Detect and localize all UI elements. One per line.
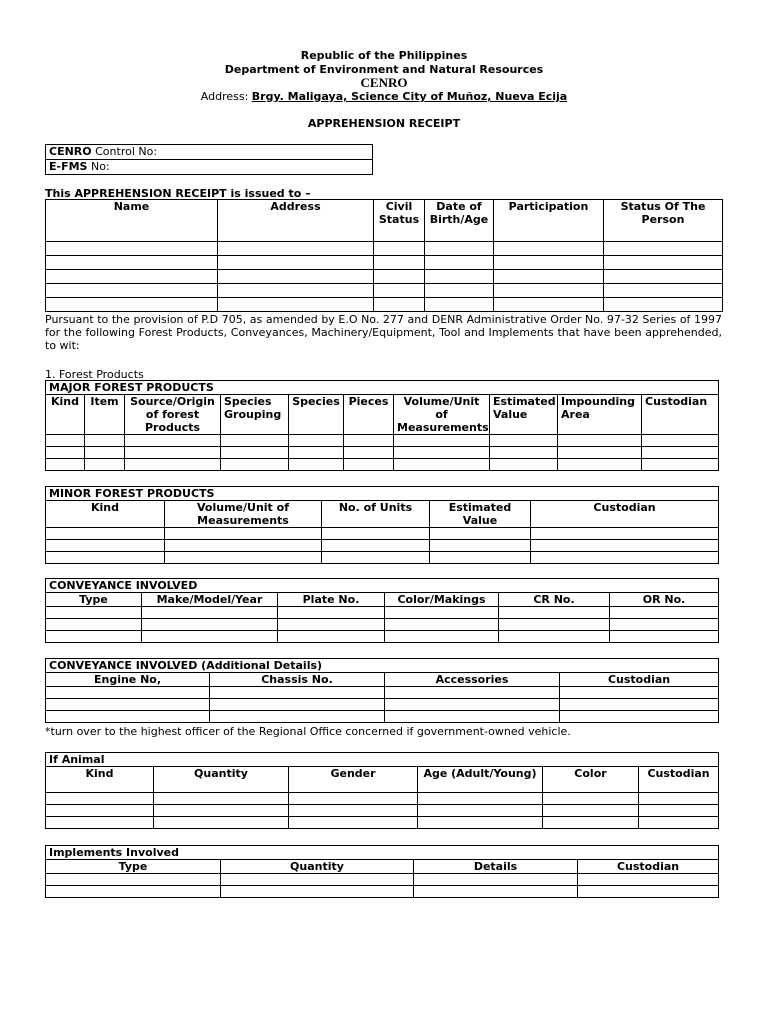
cell[interactable] bbox=[218, 256, 374, 270]
conveyance-additional-table bbox=[45, 658, 719, 723]
col-item: Item bbox=[85, 395, 125, 435]
cell[interactable] bbox=[394, 435, 490, 447]
col-estimated-value: Estimated Value bbox=[430, 501, 531, 528]
cell[interactable] bbox=[494, 270, 604, 284]
cell[interactable] bbox=[46, 552, 165, 564]
cell[interactable] bbox=[154, 805, 289, 817]
control-table bbox=[45, 144, 373, 175]
col-date-of-birth: Date of Birth/Age bbox=[425, 200, 494, 242]
table-row bbox=[46, 298, 723, 312]
table-row bbox=[46, 242, 723, 256]
cell[interactable] bbox=[289, 817, 418, 829]
cell[interactable] bbox=[374, 284, 425, 298]
col-quantity: Quantity bbox=[221, 860, 414, 874]
cell[interactable] bbox=[604, 242, 723, 256]
cell[interactable] bbox=[85, 459, 125, 471]
cell[interactable] bbox=[125, 459, 221, 471]
cell[interactable] bbox=[385, 619, 499, 631]
cell[interactable] bbox=[560, 699, 719, 711]
cell[interactable] bbox=[642, 447, 719, 459]
persons-table bbox=[45, 199, 723, 312]
cell[interactable] bbox=[46, 886, 221, 898]
cell[interactable] bbox=[210, 711, 385, 723]
implements-table bbox=[45, 845, 719, 898]
col-kind: Kind bbox=[46, 395, 85, 435]
conveyance-table bbox=[45, 578, 719, 643]
col-make-model-year: Make/Model/Year bbox=[142, 593, 278, 607]
cell[interactable] bbox=[385, 631, 499, 643]
table-row bbox=[46, 540, 719, 552]
cell[interactable] bbox=[639, 805, 719, 817]
cell[interactable] bbox=[425, 298, 494, 312]
cell[interactable] bbox=[46, 874, 221, 886]
address-label: Address: bbox=[200, 90, 252, 103]
col-name: Name bbox=[46, 200, 218, 242]
cell[interactable] bbox=[578, 874, 719, 886]
cell[interactable] bbox=[289, 447, 344, 459]
cell[interactable] bbox=[490, 435, 558, 447]
cell[interactable] bbox=[543, 805, 639, 817]
cell[interactable] bbox=[430, 540, 531, 552]
cell[interactable] bbox=[374, 270, 425, 284]
col-custodian: Custodian bbox=[531, 501, 719, 528]
cell[interactable] bbox=[221, 435, 289, 447]
table-row bbox=[46, 817, 719, 829]
cell[interactable] bbox=[531, 540, 719, 552]
cell[interactable] bbox=[494, 284, 604, 298]
conveyance-additional-title: CONVEYANCE INVOLVED (Additional Details) bbox=[46, 659, 719, 673]
col-volume-unit: Volume/Unit of Measurements bbox=[394, 395, 490, 435]
col-accessories: Accessories bbox=[385, 673, 560, 687]
cell[interactable] bbox=[494, 242, 604, 256]
col-participation: Participation bbox=[494, 200, 604, 242]
cell[interactable] bbox=[499, 607, 610, 619]
efms-field[interactable]: E-FMS No: bbox=[46, 160, 373, 175]
cell[interactable] bbox=[278, 619, 385, 631]
col-gender: Gender bbox=[289, 767, 418, 793]
col-custodian: Custodian bbox=[642, 395, 719, 435]
cell[interactable] bbox=[560, 711, 719, 723]
cell[interactable] bbox=[610, 619, 719, 631]
cell[interactable] bbox=[425, 256, 494, 270]
government-vehicle-note: *turn over to the highest officer of the Regional Office concerned if government-owned vehicle. bbox=[45, 725, 571, 738]
cell[interactable] bbox=[142, 607, 278, 619]
cell[interactable] bbox=[531, 552, 719, 564]
table-row bbox=[46, 886, 719, 898]
country-heading: Republic of the Philippines bbox=[300, 49, 468, 62]
cell[interactable] bbox=[639, 793, 719, 805]
cell[interactable] bbox=[221, 459, 289, 471]
cell[interactable] bbox=[604, 298, 723, 312]
col-custodian: Custodian bbox=[560, 673, 719, 687]
cell[interactable] bbox=[394, 447, 490, 459]
col-pieces: Pieces bbox=[344, 395, 394, 435]
cell[interactable] bbox=[610, 631, 719, 643]
cell[interactable] bbox=[322, 540, 430, 552]
table-row bbox=[46, 805, 719, 817]
table-row bbox=[46, 552, 719, 564]
cell[interactable] bbox=[165, 528, 322, 540]
cell[interactable] bbox=[425, 284, 494, 298]
cell[interactable] bbox=[531, 528, 719, 540]
cell[interactable] bbox=[414, 874, 578, 886]
cell[interactable] bbox=[385, 607, 499, 619]
cell[interactable] bbox=[418, 793, 543, 805]
cell[interactable] bbox=[543, 793, 639, 805]
cell[interactable] bbox=[322, 552, 430, 564]
cell[interactable] bbox=[322, 528, 430, 540]
major-forest-products-table bbox=[45, 380, 719, 471]
col-color: Color bbox=[543, 767, 639, 793]
cell[interactable] bbox=[394, 459, 490, 471]
implements-title: Implements Involved bbox=[46, 846, 719, 860]
table-row bbox=[46, 687, 719, 699]
cell[interactable] bbox=[494, 256, 604, 270]
col-or-no: OR No. bbox=[610, 593, 719, 607]
cell[interactable] bbox=[154, 817, 289, 829]
table-row bbox=[46, 459, 719, 471]
cell[interactable] bbox=[221, 874, 414, 886]
animal-table bbox=[45, 752, 719, 829]
cell[interactable] bbox=[46, 631, 142, 643]
cell[interactable] bbox=[218, 270, 374, 284]
cell[interactable] bbox=[289, 805, 418, 817]
cell[interactable] bbox=[46, 435, 85, 447]
col-species-grouping: Species Grouping bbox=[221, 395, 289, 435]
table-row bbox=[46, 711, 719, 723]
cell[interactable] bbox=[46, 270, 218, 284]
cell[interactable] bbox=[289, 435, 344, 447]
col-type: Type bbox=[46, 860, 221, 874]
col-age: Age (Adult/Young) bbox=[418, 767, 543, 793]
cell[interactable] bbox=[46, 242, 218, 256]
cell[interactable] bbox=[218, 298, 374, 312]
cell[interactable] bbox=[604, 256, 723, 270]
cell[interactable] bbox=[289, 459, 344, 471]
cell[interactable] bbox=[430, 552, 531, 564]
cell[interactable] bbox=[46, 619, 142, 631]
cell[interactable] bbox=[344, 435, 394, 447]
table-row bbox=[46, 447, 719, 459]
document-title: APPREHENSION RECEIPT bbox=[307, 117, 461, 130]
cell[interactable] bbox=[85, 447, 125, 459]
cell[interactable] bbox=[560, 687, 719, 699]
cell[interactable] bbox=[210, 687, 385, 699]
cell[interactable] bbox=[125, 435, 221, 447]
col-engine-no: Engine No, bbox=[46, 673, 210, 687]
cell[interactable] bbox=[46, 687, 210, 699]
cell[interactable] bbox=[46, 284, 218, 298]
cell[interactable] bbox=[344, 447, 394, 459]
table-row bbox=[46, 699, 719, 711]
cell[interactable] bbox=[642, 459, 719, 471]
cell[interactable] bbox=[418, 817, 543, 829]
department-heading: Department of Environment and Natural Resources bbox=[224, 63, 544, 76]
cell[interactable] bbox=[344, 459, 394, 471]
cell[interactable] bbox=[142, 631, 278, 643]
table-row bbox=[46, 435, 719, 447]
col-estimated-value: Estimated Value bbox=[490, 395, 558, 435]
cell[interactable] bbox=[46, 817, 154, 829]
cell[interactable] bbox=[221, 447, 289, 459]
cell[interactable] bbox=[494, 298, 604, 312]
col-custodian: Custodian bbox=[639, 767, 719, 793]
cell[interactable] bbox=[278, 631, 385, 643]
table-row bbox=[46, 619, 719, 631]
cell[interactable] bbox=[46, 711, 210, 723]
cell[interactable] bbox=[221, 886, 414, 898]
cell[interactable] bbox=[499, 631, 610, 643]
table-row bbox=[46, 528, 719, 540]
cell[interactable] bbox=[425, 270, 494, 284]
cenro-control-field[interactable]: CENRO Control No: bbox=[46, 145, 373, 160]
cell[interactable] bbox=[46, 298, 218, 312]
cell[interactable] bbox=[610, 607, 719, 619]
cell[interactable] bbox=[278, 607, 385, 619]
col-type: Type bbox=[46, 593, 142, 607]
table-row bbox=[46, 284, 723, 298]
col-custodian: Custodian bbox=[578, 860, 719, 874]
cell[interactable] bbox=[374, 242, 425, 256]
cell[interactable] bbox=[558, 459, 642, 471]
cell[interactable] bbox=[85, 435, 125, 447]
col-number-of-units: No. of Units bbox=[322, 501, 430, 528]
col-species: Species bbox=[289, 395, 344, 435]
cell[interactable] bbox=[289, 793, 418, 805]
cell[interactable] bbox=[425, 242, 494, 256]
section-forest-products: 1. Forest Products bbox=[45, 368, 144, 381]
cell[interactable] bbox=[385, 687, 560, 699]
cell[interactable] bbox=[154, 793, 289, 805]
col-quantity: Quantity bbox=[154, 767, 289, 793]
cell[interactable] bbox=[218, 284, 374, 298]
col-volume-unit: Volume/Unit of Measurements bbox=[165, 501, 322, 528]
col-source-origin: Source/Origin of forest Products bbox=[125, 395, 221, 435]
col-details: Details bbox=[414, 860, 578, 874]
cell[interactable] bbox=[46, 699, 210, 711]
col-kind: Kind bbox=[46, 501, 165, 528]
cell[interactable] bbox=[490, 459, 558, 471]
table-row bbox=[46, 793, 719, 805]
cell[interactable] bbox=[374, 298, 425, 312]
animal-title: If Animal bbox=[46, 753, 719, 767]
cell[interactable] bbox=[578, 886, 719, 898]
conveyance-title: CONVEYANCE INVOLVED bbox=[46, 579, 719, 593]
major-forest-products-title: MAJOR FOREST PRODUCTS bbox=[46, 381, 719, 395]
cell[interactable] bbox=[218, 242, 374, 256]
col-address: Address bbox=[218, 200, 374, 242]
table-row bbox=[46, 270, 723, 284]
table-row bbox=[46, 607, 719, 619]
cell[interactable] bbox=[639, 817, 719, 829]
cell[interactable] bbox=[385, 711, 560, 723]
col-color-makings: Color/Makings bbox=[385, 593, 499, 607]
col-kind: Kind bbox=[46, 767, 154, 793]
address-line bbox=[0, 90, 768, 104]
address-value: Brgy. Maligaya, Science City of Muñoz, Nueva Ecija bbox=[251, 90, 568, 103]
cell[interactable] bbox=[558, 447, 642, 459]
cell[interactable] bbox=[165, 552, 322, 564]
cell[interactable] bbox=[414, 886, 578, 898]
cell[interactable] bbox=[430, 528, 531, 540]
cell[interactable] bbox=[46, 447, 85, 459]
col-plate-no: Plate No. bbox=[278, 593, 385, 607]
cell[interactable] bbox=[642, 435, 719, 447]
table-row bbox=[46, 874, 719, 886]
cell[interactable] bbox=[142, 619, 278, 631]
cell[interactable] bbox=[46, 805, 154, 817]
cell[interactable] bbox=[604, 284, 723, 298]
col-impounding-area: Impounding Area bbox=[558, 395, 642, 435]
minor-forest-products-table bbox=[45, 486, 719, 564]
cell[interactable] bbox=[604, 270, 723, 284]
cell[interactable] bbox=[125, 447, 221, 459]
col-chassis-no: Chassis No. bbox=[210, 673, 385, 687]
minor-forest-products-title: MINOR FOREST PRODUCTS bbox=[46, 487, 719, 501]
col-cr-no: CR No. bbox=[499, 593, 610, 607]
cell[interactable] bbox=[418, 805, 543, 817]
col-civil-status: Civil Status bbox=[374, 200, 425, 242]
cell[interactable] bbox=[165, 540, 322, 552]
cell[interactable] bbox=[46, 256, 218, 270]
cell[interactable] bbox=[46, 459, 85, 471]
office-heading: CENRO bbox=[360, 75, 408, 90]
cell[interactable] bbox=[46, 528, 165, 540]
cell[interactable] bbox=[46, 540, 165, 552]
cell[interactable] bbox=[210, 699, 385, 711]
cell[interactable] bbox=[499, 619, 610, 631]
cell[interactable] bbox=[543, 817, 639, 829]
pursuant-paragraph: Pursuant to the provision of P.D 705, as amended by E.O No. 277 and DENR Administrative Order No. 97-32 Series of 1997 for the following Forest Products, Conveyances, Machinery/Equipment, Tool and Implements that have been apprehended, to wit: bbox=[45, 313, 722, 352]
col-person-status: Status Of The Person bbox=[604, 200, 723, 242]
table-row bbox=[46, 631, 719, 643]
cell[interactable] bbox=[374, 256, 425, 270]
cell[interactable] bbox=[558, 435, 642, 447]
cell[interactable] bbox=[46, 793, 154, 805]
cell[interactable] bbox=[385, 699, 560, 711]
cell[interactable] bbox=[46, 607, 142, 619]
cell[interactable] bbox=[490, 447, 558, 459]
issued-to-intro: This APPREHENSION RECEIPT is issued to – bbox=[45, 187, 311, 200]
table-row bbox=[46, 256, 723, 270]
